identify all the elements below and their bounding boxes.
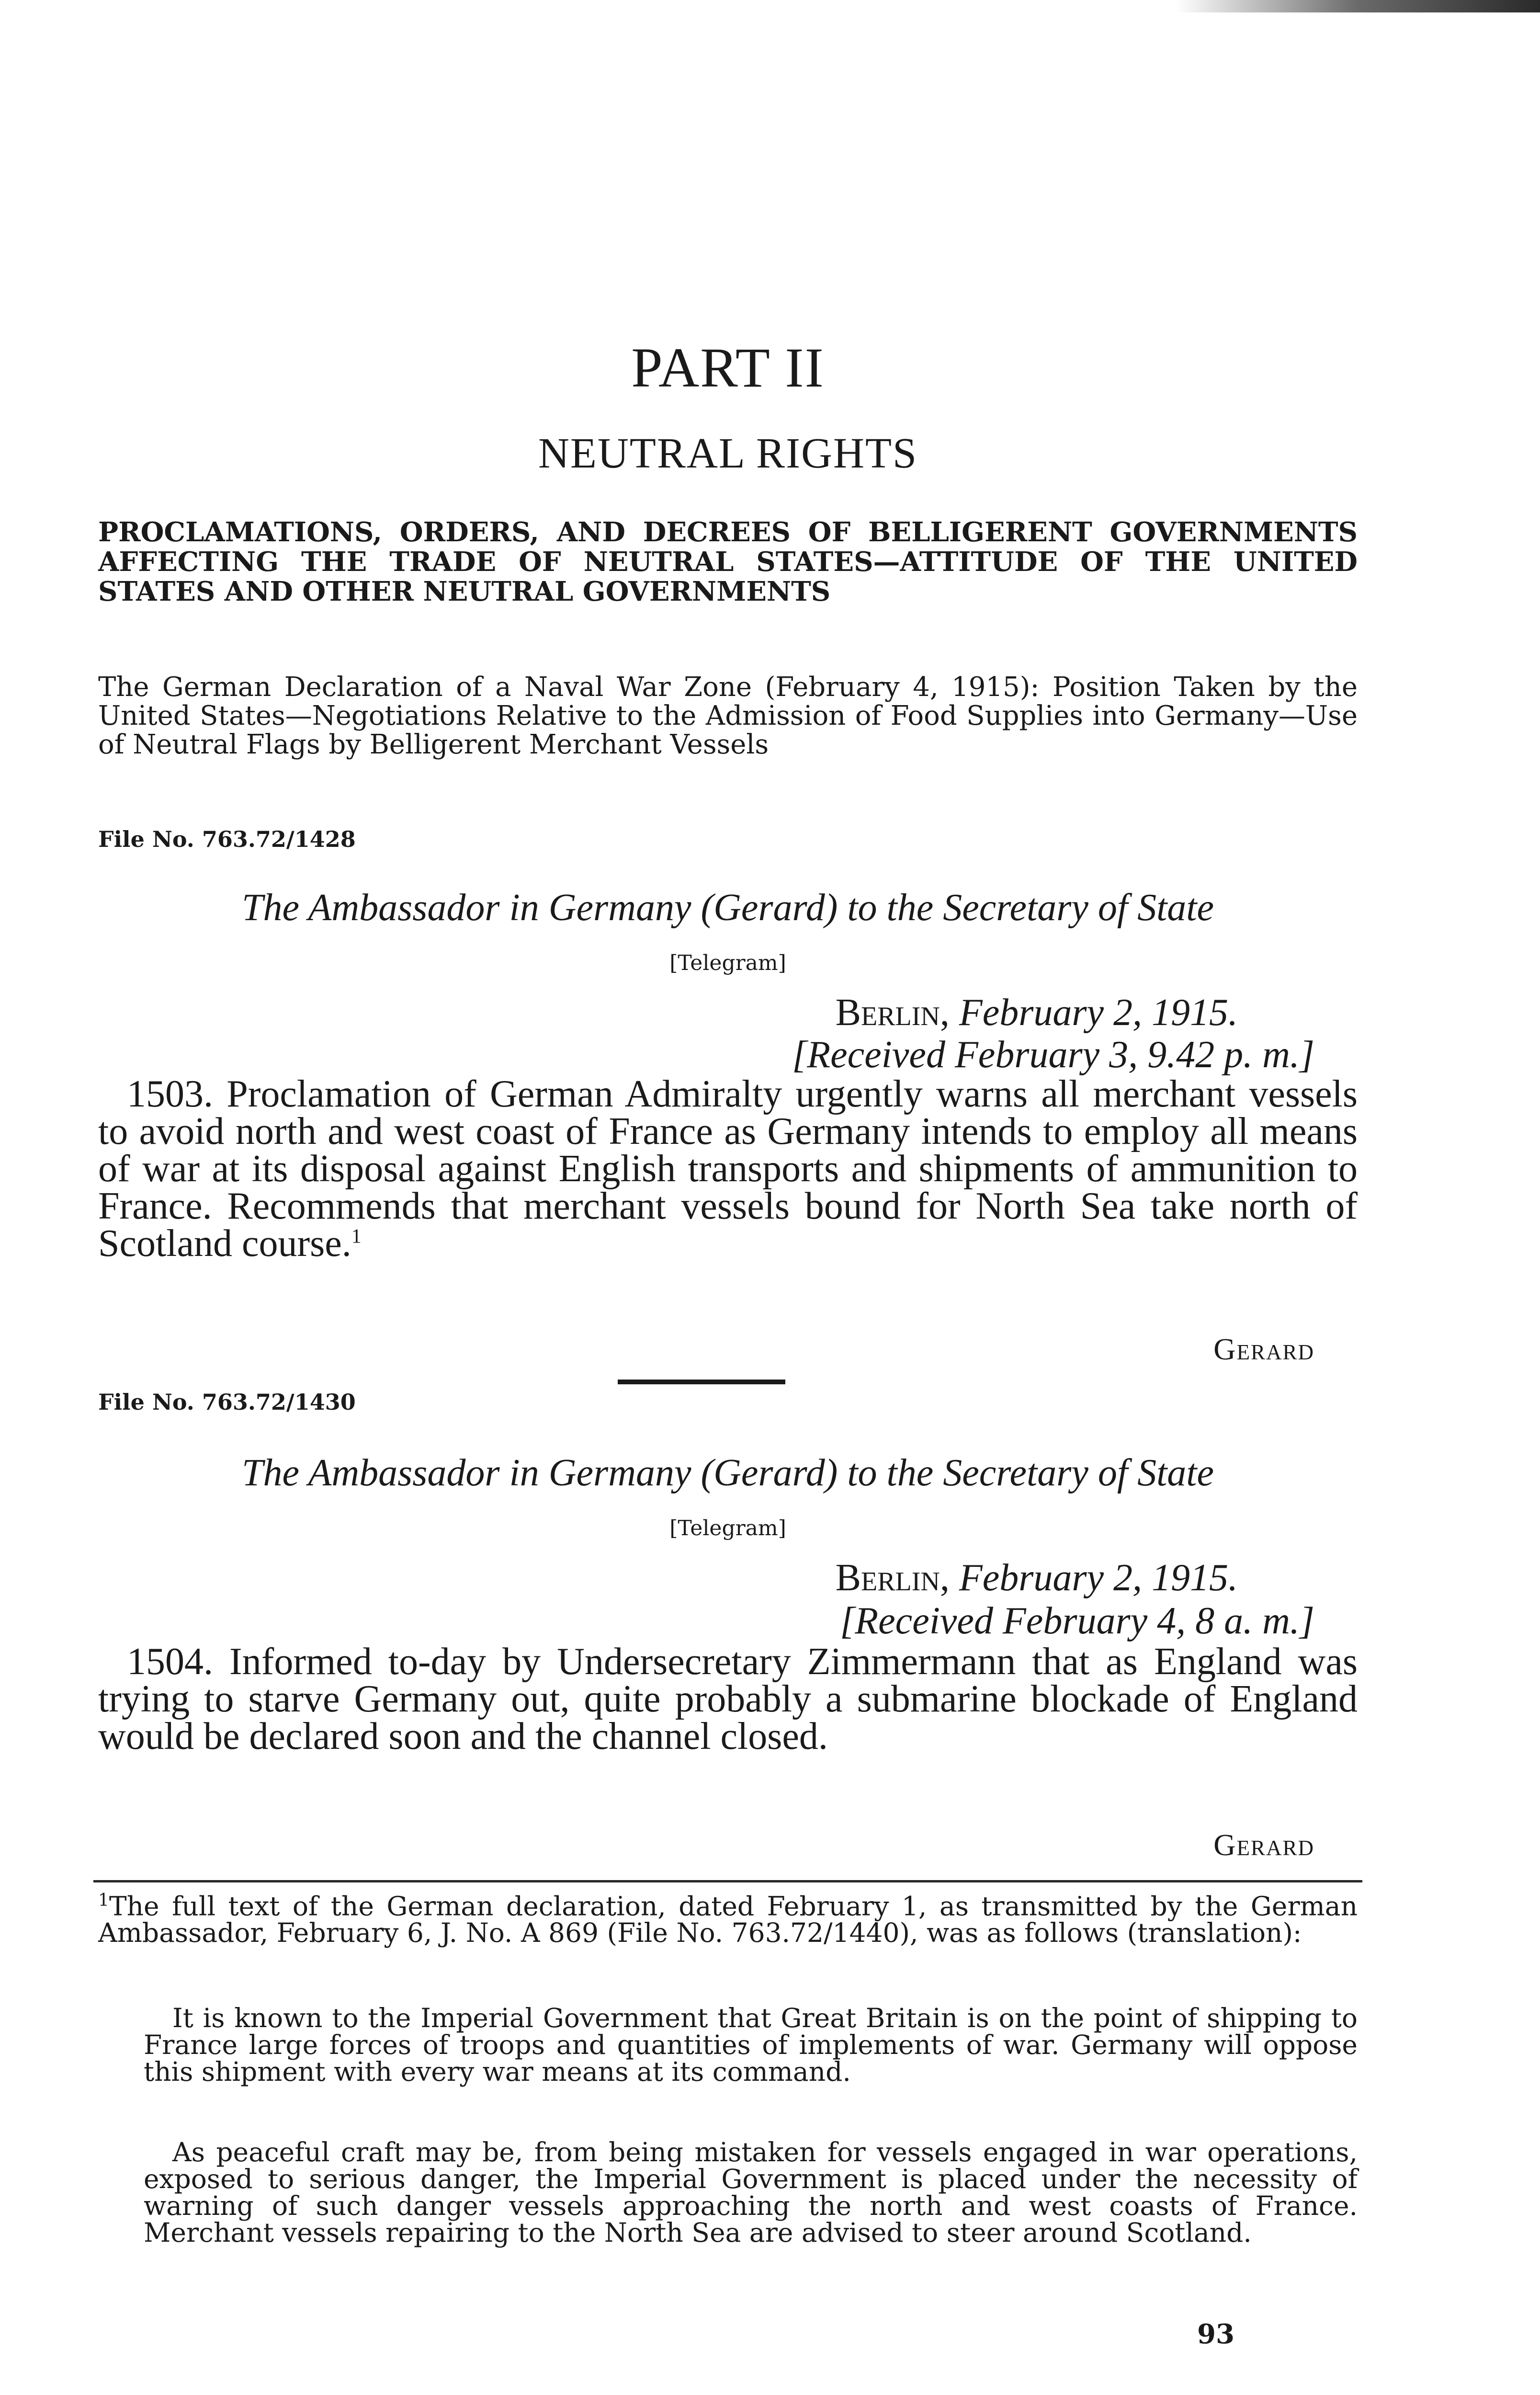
- footnote-divider: [93, 1880, 1362, 1882]
- section-heading: PROCLAMATIONS, ORDERS, AND DECREES OF BELLIGERENT GOVERNMENTS AFFECTING THE TRADE OF NEUTRAL STATES—ATTITUDE OF THE UNITED STATES AND OTHER NEUTRAL GOVERNMENTS: [98, 516, 1358, 607]
- footnote: [98, 1887, 1358, 1949]
- dateline: [836, 1557, 1238, 1599]
- dateline-place: Berlin,: [835, 992, 950, 1034]
- signature: Gerard: [1213, 1332, 1314, 1366]
- telegram-body: [98, 1073, 1358, 1265]
- file-number: File No. 763.72/1430: [98, 1389, 356, 1415]
- footnote-text: The full text of the German declaration, dated February 1, as transmitted by the German Ambassador, February 6, J. No. A 869 (File No. 763.72/1440), was as follows (translation):: [98, 1891, 1358, 1949]
- dateline-date: February 2, 1915.: [959, 992, 1238, 1034]
- received-line: [Received February 4, 8 a. m.]: [840, 1600, 1314, 1642]
- file-number: File No. 763.72/1428: [98, 826, 356, 852]
- received-line: [Received February 3, 9.42 p. m.]: [792, 1034, 1314, 1076]
- section-divider: [618, 1380, 785, 1384]
- telegram-body: 1504. Informed to-day by Undersecretary Zimmermann that as England was trying to starve Germany out, quite probably a submarine blockade of England would be declared soon and the channel closed.: [98, 1641, 1358, 1757]
- telegram-label: [Telegram]: [669, 951, 786, 975]
- document-heading: The Ambassador in Germany (Gerard) to the Secretary of State: [241, 887, 1214, 929]
- page-number: 93: [1197, 2318, 1234, 2350]
- footnote-quote-paragraph: It is known to the Imperial Government that Great Britain is on the point of shipping to France large forces of troops and quantities of implements of war. Germany will oppose this shipment with every war means at its command.: [144, 2003, 1358, 2087]
- footnote-quote-paragraph: As peaceful craft may be, from being mistaken for vessels engaged in war operations, exposed to serious danger, the Imperial Government is placed under the necessity of warning of such danger vessels approaching the north and west coasts of France. Merchant vessels repairing to the North Sea are advised to steer around Scotland.: [144, 2137, 1358, 2248]
- dateline-place: Berlin,: [835, 1557, 950, 1599]
- part-title: PART II: [631, 336, 825, 399]
- subject-heading: The German Declaration of a Naval War Zone (February 4, 1915): Position Taken by the United States—Negotiations Relative to the Admission of Food Supplies into Germany—Use of Neutral Flags by Belligerent Merchant Vessels: [98, 672, 1358, 760]
- document-heading: The Ambassador in Germany (Gerard) to the Secretary of State: [241, 1452, 1214, 1494]
- dateline: [836, 992, 1238, 1034]
- telegram-body-text: 1503. Proclamation of German Admiralty urgently warns all merchant vessels to avoid north and west coast of France as Germany intends to employ all means of war at its disposal against English transports and shipments of ammunition to France. Recommends that merchant vessels bound for North Sea take north of Scotland course.: [98, 1073, 1358, 1265]
- dateline-date: February 2, 1915.: [959, 1557, 1238, 1599]
- signature: Gerard: [1213, 1828, 1314, 1862]
- part-subtitle: NEUTRAL RIGHTS: [538, 430, 918, 477]
- scan-page-edge: [1176, 0, 1540, 12]
- telegram-label: [Telegram]: [669, 1516, 786, 1540]
- footnote-marker: 1: [351, 1225, 362, 1248]
- footnote-number: 1: [98, 1891, 109, 1910]
